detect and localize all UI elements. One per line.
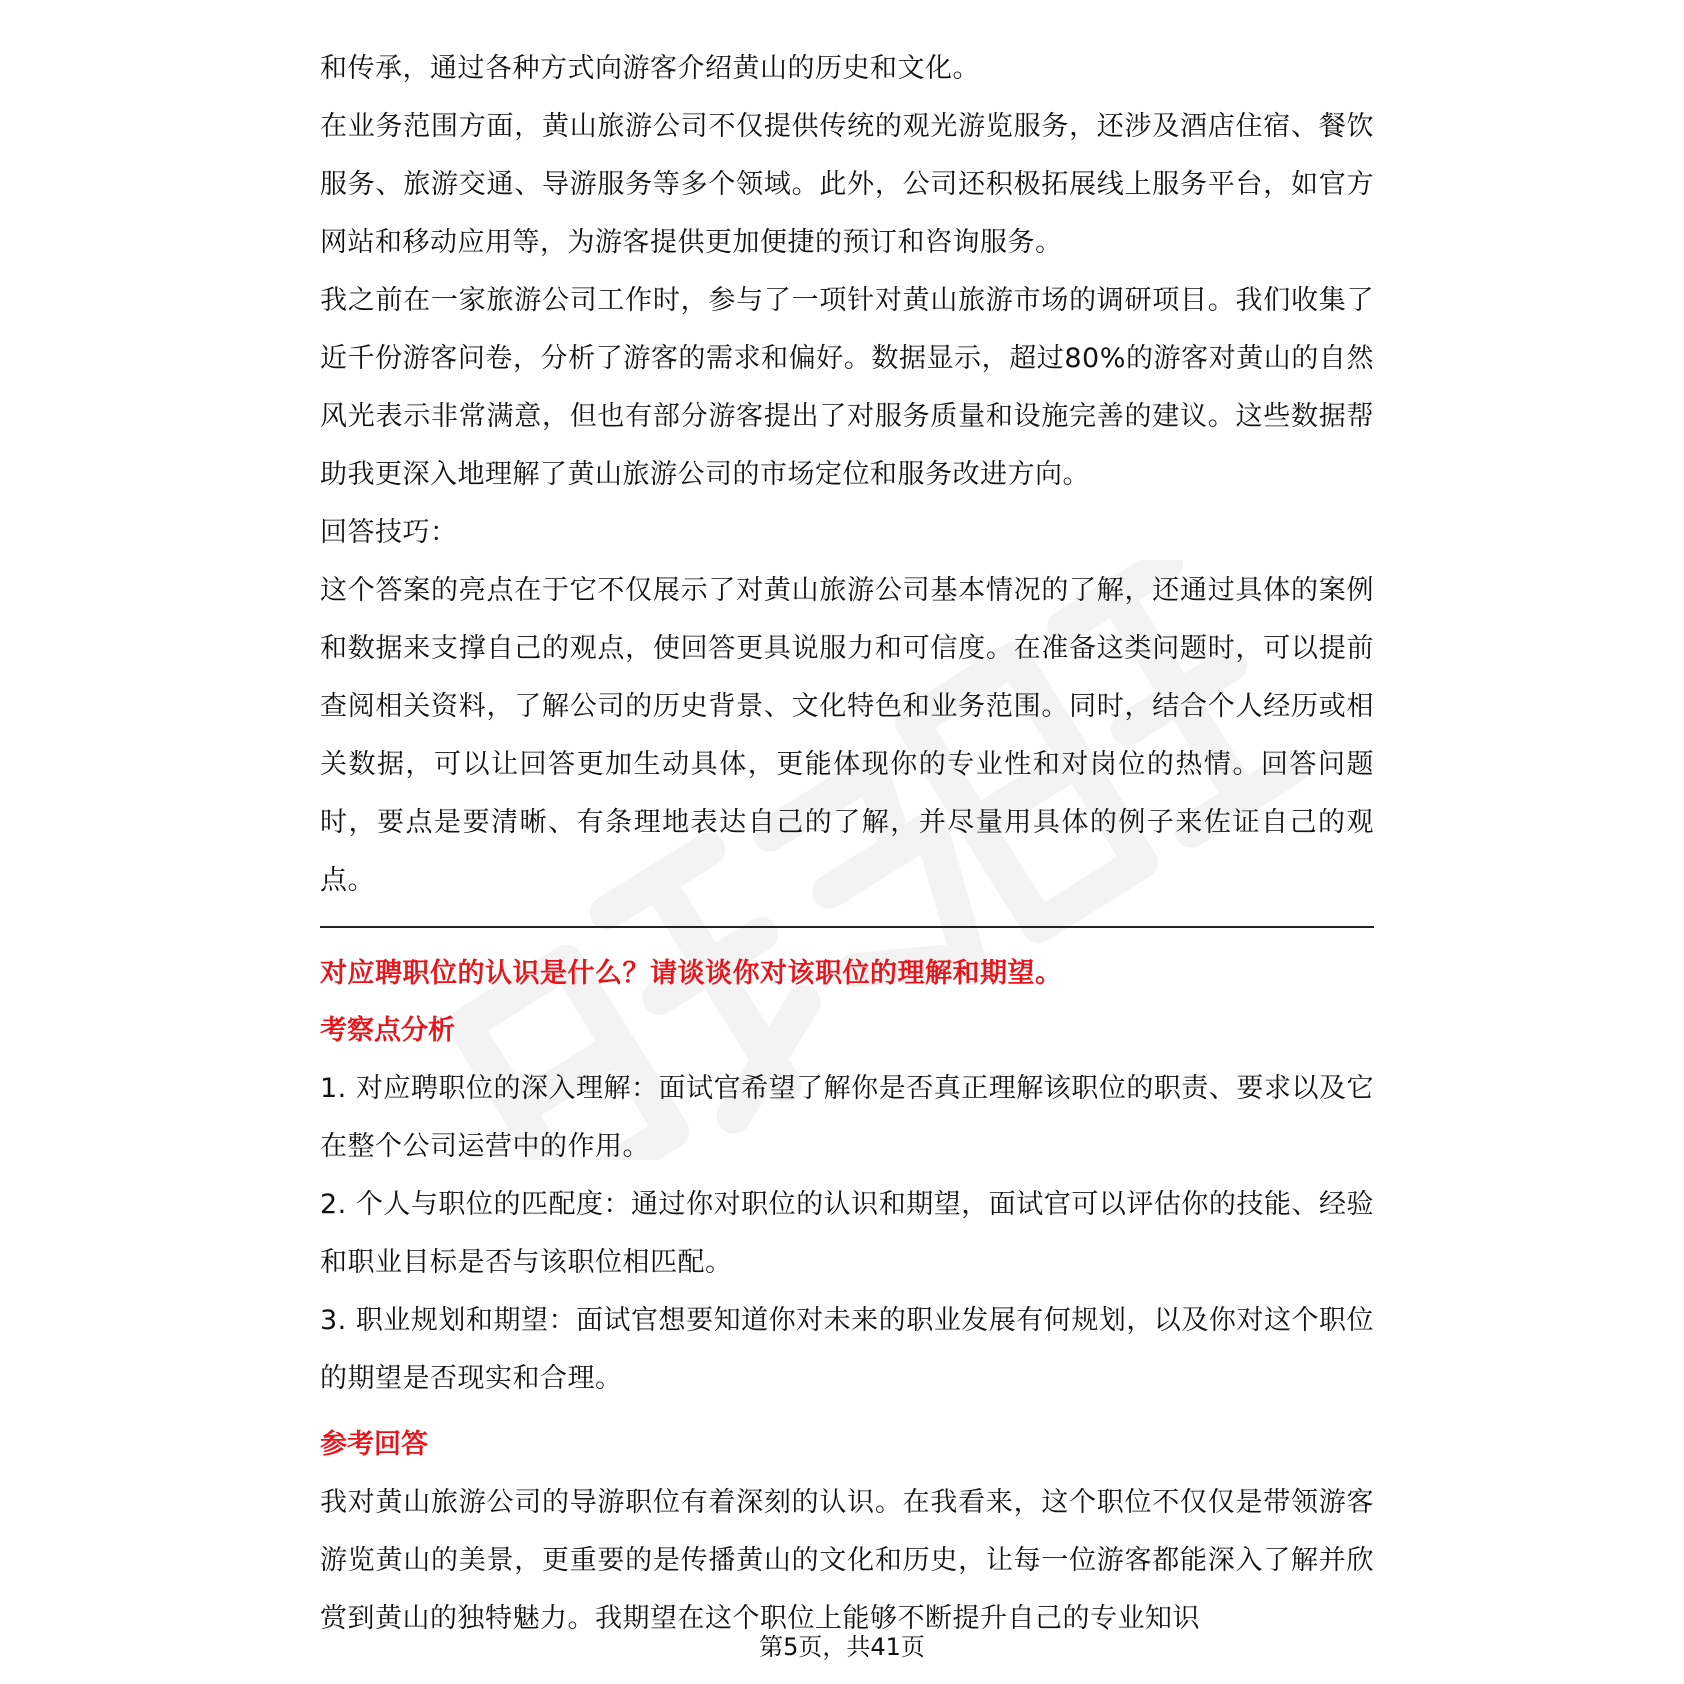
section-divider <box>320 926 1374 928</box>
paragraph-research-project: 我之前在一家旅游公司工作时，参与了一项针对黄山旅游市场的调研项目。我们收集了近千份游客问卷，分析了游客的需求和偏好。数据显示，超过80%的游客对黄山的自然风光表示非常满意，但也有部分游客提出了对服务质量和设施完善的建议。这些数据帮助我更深入地理解了黄山旅游公司的市场定位和服务改进方向。 <box>320 285 1374 490</box>
answer-text: 我对黄山旅游公司的导游职位有着深刻的认识。在我看来，这个职位不仅仅是带领游客游览黄山的美景，更重要的是传播黄山的文化和历史，让每一位游客都能深入了解并欣赏到黄山的独特魅力。我期望在这个职位上能够不断提升自己的专业知识 <box>320 1487 1374 1634</box>
answer-tips-label: 回答技巧： <box>320 517 458 548</box>
paragraph-business-scope: 在业务范围方面，黄山旅游公司不仅提供传统的观光游览服务，还涉及酒店住宿、餐饮服务、旅游交通、导游服务等多个领域。此外，公司还积极拓展线上服务平台，如官方网站和移动应用等，为游客提供更加便捷的预订和咨询服务。 <box>320 111 1374 258</box>
analysis-point-2: 2. 个人与职位的匹配度：通过你对职位的认识和期望，面试官可以评估你的技能、经验和职业目标是否与该职位相匹配。 <box>320 1189 1374 1278</box>
question-title: 对应聘职位的认识是什么？请谈谈你对该职位的理解和期望。 <box>320 958 1063 989</box>
answer-heading: 参考回答 <box>320 1429 428 1460</box>
paragraph-heritage: 和传承，通过各种方式向游客介绍黄山的历史和文化。 <box>320 53 980 84</box>
analysis-point-3: 3. 职业规划和期望：面试官想要知道你对未来的职业发展有何规划，以及你对这个职位的期望是否现实和合理。 <box>320 1305 1374 1394</box>
page-number-footer: 第5页，共41页 <box>759 1633 925 1661</box>
document-page <box>320 40 1374 1648</box>
analysis-heading: 考察点分析 <box>320 1015 455 1046</box>
paragraph-answer-tips: 这个答案的亮点在于它不仅展示了对黄山旅游公司基本情况的了解，还通过具体的案例和数据来支撑自己的观点，使回答更具说服力和可信度。在准备这类问题时，可以提前查阅相关资料，了解公司的历史背景、文化特色和业务范围。同时，结合个人经历或相关数据，可以让回答更加生动具体，更能体现你的专业性和对岗位的热情。回答问题时，要点是要清晰、有条理地表达自己的了解，并尽量用具体的例子来佐证自己的观点。 <box>320 575 1374 896</box>
analysis-point-1: 1. 对应聘职位的深入理解：面试官希望了解你是否真正理解该职位的职责、要求以及它在整个公司运营中的作用。 <box>320 1073 1374 1162</box>
